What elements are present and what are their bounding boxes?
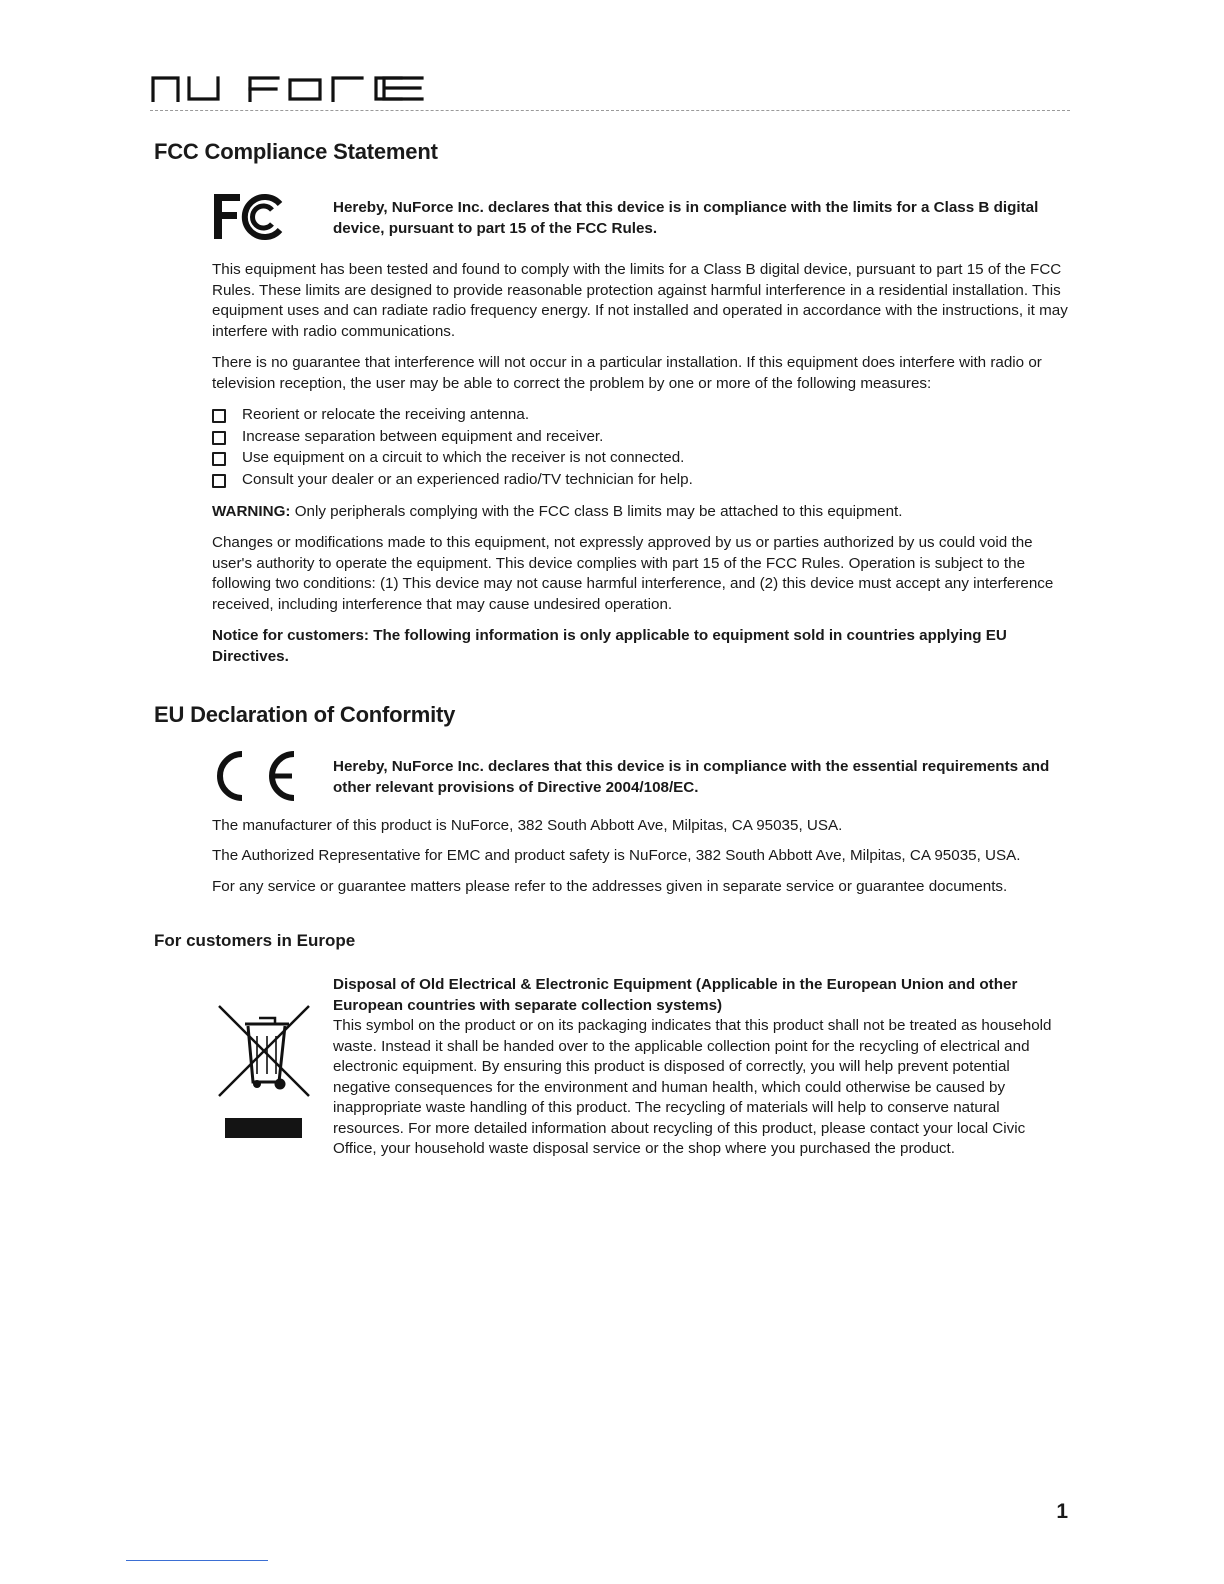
eu-declaration: Hereby, NuForce Inc. declares that this device is in compliance with the essential requirements and other relevant provisions of Directive 2004/108/EC. [333, 758, 1050, 796]
checkbox-square-icon [212, 431, 226, 445]
checkbox-square-icon [212, 409, 226, 423]
list-item: Increase separation between equipment and receiver. [212, 426, 1070, 448]
eu-manufacturer: The manufacturer of this product is NuForce, 382 South Abbott Ave, Milpitas, CA 95035, USA. [212, 817, 843, 834]
header-rule [150, 110, 1070, 111]
weee-bar [225, 1118, 302, 1138]
warning-text: Only peripherals complying with the FCC class B limits may be attached to this equipment. [294, 503, 903, 520]
fcc-logo-icon [210, 190, 292, 242]
list-item: Use equipment on a circuit to which the receiver is not connected. [212, 447, 1070, 469]
eu-representative: The Authorized Representative for EMC and product safety is NuForce, 382 South Abbott Ave, Milpitas, CA 95035, USA. [212, 847, 1021, 864]
eu-service: For any service or guarantee matters please refer to the addresses given in separate service or guarantee documents. [212, 878, 1008, 895]
fcc-paragraph-2: There is no guarantee that interference will not occur in a particular installation. If this equipment does interfere with radio or television reception, the user may be able to correct the problem by one or more of the following measures: [212, 354, 1042, 392]
eu-notice: Notice for customers: The following information is only applicable to equipment sold in countries applying EU Directives. [212, 627, 1007, 665]
weee-crossed-bin-icon [215, 1002, 313, 1100]
disposal-heading: Disposal of Old Electrical & Electronic Equipment (Applicable in the European Union and other European countries with separate collection systems) [333, 976, 1018, 1014]
page-number: 1 [1056, 1500, 1068, 1523]
disposal-text: This symbol on the product or on its packaging indicates that this product shall not be treated as household waste. Instead it shall be handed over to the applicable collection point for the recycling of electrical and electronic equipment. By ensuring this product is disposed of correctly, you will help prevent potential negative consequences for the environment and human health, which could otherwise be caused by inappropriate waste handling of this product. The recycling of materials will help to conserve natural resources. For more detailed information about recycling of this product, please contact your local Civic Office, your household waste disposal service or the shop where you purchased the product. [333, 1017, 1052, 1157]
europe-title: For customers in Europe [154, 931, 356, 950]
fcc-measures-list [212, 404, 1070, 490]
footer-line [126, 1560, 268, 1561]
nuforce-logo [150, 74, 425, 102]
fcc-paragraph-3: Changes or modifications made to this equipment, not expressly approved by us or parties authorized by us could void the user's authority to operate the equipment. This device complies with part 15 of the FCC Rules. Operation is subject to the following two conditions: (1) This device may not cause harmful interference, and (2) this device must accept any interference received, including interference that may cause undesired operation. [212, 534, 1054, 613]
fcc-warning [212, 502, 1070, 523]
checkbox-square-icon [212, 474, 226, 488]
checkbox-square-icon [212, 452, 226, 466]
fcc-paragraph-1: This equipment has been tested and found to comply with the limits for a Class B digital device, pursuant to part 15 of the FCC Rules. These limits are designed to provide reasonable protection against harmful interference in a residential installation. This equipment uses and can radiate radio frequency energy. If not installed and operated in accordance with the instructions, it may interfere with radio communications. [212, 261, 1068, 340]
fcc-title: FCC Compliance Statement [154, 139, 438, 164]
list-item: Consult your dealer or an experienced radio/TV technician for help. [212, 469, 1070, 491]
list-item: Reorient or relocate the receiving antenna. [212, 404, 1070, 426]
fcc-declaration: Hereby, NuForce Inc. declares that this device is in compliance with the limits for a Class B digital device, pursuant to part 15 of the FCC Rules. [333, 199, 1039, 237]
warning-label: WARNING: [212, 503, 291, 520]
ce-mark-icon [212, 748, 302, 804]
eu-title: EU Declaration of Conformity [154, 702, 456, 727]
